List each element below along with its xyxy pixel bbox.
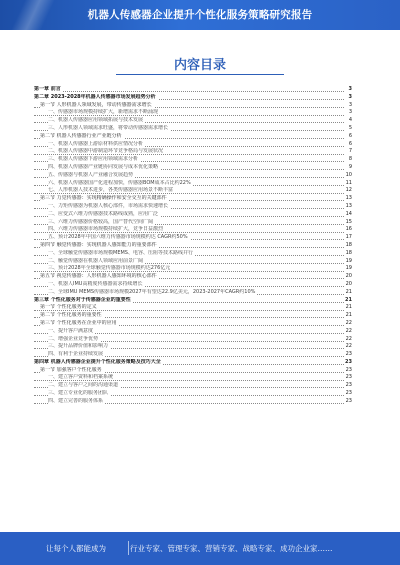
toc-entry-page: 3 (348, 101, 352, 108)
toc-entry[interactable] (34, 320, 352, 328)
toc-entry[interactable] (34, 133, 352, 141)
toc-entry-page: 21 (345, 304, 352, 311)
toc-entry-page: 11 (345, 179, 352, 186)
footer-slogan: 行业专家、管理专家、营销专家、战略专家、成功企业家…… (130, 544, 333, 553)
toc-entry-page: 22 (345, 335, 352, 342)
toc-entry[interactable] (34, 390, 352, 398)
report-title: 机器人传感器企业提升个性化服务策略研究报告 (87, 9, 313, 21)
toc-entry-label: 第一节 加强客户个性化服务 (40, 366, 102, 373)
table-of-contents (34, 86, 352, 406)
toc-entry[interactable] (34, 234, 352, 242)
toc-entry-label: 第二节 个性化服务的重要性 (40, 312, 102, 319)
toc-entry[interactable] (34, 172, 352, 180)
toc-entry[interactable] (34, 351, 352, 359)
toc-entry[interactable] (34, 195, 352, 203)
toc-entry-page: 23 (345, 397, 352, 404)
toc-entry-label: 第一节 人形机器人领域发展，带动传感器需求增长 (40, 101, 152, 108)
toc-entry[interactable] (34, 304, 352, 312)
toc-entry[interactable] (34, 258, 352, 266)
toc-entry-page: 23 (345, 382, 352, 389)
toc-entry-page: 23 (345, 374, 352, 381)
toc-entry-page: 3 (348, 109, 352, 116)
toc-entry-label: 六、机器人传感器国产化进程加快，传感器BOM成本占比约22% (48, 179, 191, 186)
toc-entry-page: 3 (348, 86, 352, 92)
toc-entry-page: 15 (345, 218, 352, 225)
toc-entry-page: 22 (345, 319, 352, 326)
toc-entry[interactable] (34, 117, 352, 125)
toc-entry-label: 一、全球触觉传感器市场规模MEMS、电容、压阻等技术路线并行 (48, 249, 193, 256)
toc-entry-page: 19 (345, 265, 352, 272)
toc-entry[interactable] (34, 273, 352, 281)
toc-entry-label: 第三节 个性化服务在企业中的应用 (40, 319, 117, 326)
header-banner (0, 0, 400, 30)
toc-entry[interactable] (34, 250, 352, 258)
toc-entry-label: 三、机器人传感器下游应用领域需求分析 (48, 156, 139, 163)
toc-entry[interactable] (34, 180, 352, 188)
toc-entry-label: 一、建立客户资料和档案系统 (48, 374, 114, 381)
toc-entry[interactable] (34, 211, 352, 219)
toc-entry-page: 4 (348, 117, 352, 124)
footer-brand-text: 让每个人都能成为 (46, 544, 106, 553)
toc-entry-page: 13 (345, 195, 352, 202)
toc-entry-page: 23 (345, 366, 352, 373)
toc-entry-label: 二、增强企业竞争优势 (48, 335, 99, 342)
toc-entry-label: 第四章 机器人传感器企业提升个性化服务策略及技巧大全 (34, 358, 161, 365)
toc-entry[interactable] (34, 242, 352, 250)
toc-entry[interactable] (34, 164, 352, 172)
toc-entry[interactable] (34, 359, 352, 367)
toc-entry-label: 第一节 个性化服务的定义 (40, 304, 97, 311)
toc-entry-label: 一、提升客户满意度 (48, 327, 94, 334)
toc-entry[interactable] (34, 219, 352, 227)
toc-entry-label: 三、建立专业化的服务团队 (48, 390, 109, 397)
toc-entry-label: 四、建立完善的服务体系 (48, 397, 104, 404)
toc-entry[interactable] (34, 226, 352, 234)
toc-entry-page: 13 (345, 202, 352, 209)
toc-entry-page: 18 (345, 249, 352, 256)
toc-entry-page: 16 (345, 226, 352, 233)
toc-entry-label: 二、触觉传感器在机器人领域应用前景广阔 (48, 257, 144, 264)
toc-entry[interactable] (34, 203, 352, 211)
toc-entry[interactable] (34, 94, 352, 102)
toc-entry-label: 二、机器人传感器应用领域拓展与技术发展 (48, 117, 144, 124)
toc-entry[interactable] (34, 141, 352, 149)
toc-entry[interactable] (34, 289, 352, 297)
toc-entry-page: 17 (345, 234, 352, 241)
toc-entry[interactable] (34, 102, 352, 110)
toc-entry-page: 23 (345, 390, 352, 397)
toc-entry-label: 五、传感器与机器人产业融合发展趋势 (48, 171, 134, 178)
toc-entry-page: 23 (345, 358, 352, 365)
footer-banner (0, 532, 400, 565)
toc-entry-label: 三、六维力传感器价格较高，国产替代空间广阔 (48, 218, 154, 225)
toc-entry-page: 21 (345, 288, 352, 295)
toc-entry[interactable] (34, 398, 352, 406)
toc-heading: 内容目录 (173, 58, 226, 73)
toc-entry-page: 21 (345, 296, 352, 303)
toc-entry-label: 一、机器人传感器上游原材料供应情况分析 (48, 140, 144, 147)
toc-entry[interactable] (34, 374, 352, 382)
toc-entry-page: 22 (345, 343, 352, 350)
toc-entry-page: 22 (345, 327, 352, 334)
toc-entry-page: 20 (345, 280, 352, 287)
toc-entry-label: 二、机器人传感器中游制造环节竞争格局与发展状况 (48, 148, 164, 155)
toc-entry[interactable] (34, 281, 352, 289)
toc-entry[interactable] (34, 148, 352, 156)
toc-entry-label: 四、六维力传感器市场规模持续扩大，竞争日益激烈 (48, 226, 164, 233)
toc-heading-underline (116, 74, 284, 75)
toc-entry-page: 9 (348, 163, 352, 170)
toc-entry[interactable] (34, 336, 352, 344)
toc-entry-label: 三、人形机器人领域需求旺盛，将带动传感器需求增长 (48, 124, 169, 131)
toc-entry[interactable] (34, 265, 352, 273)
toc-entry[interactable] (34, 86, 352, 94)
toc-entry[interactable] (34, 187, 352, 195)
toc-entry-page: 7 (348, 148, 352, 155)
toc-entry-page: 12 (345, 187, 352, 194)
toc-entry-label: 第二章 2023-2028年机器人传感器市场发展趋势分析 (34, 93, 156, 100)
toc-entry-label: 四、有利于企业持续发展 (48, 351, 104, 358)
toc-entry-label: 第二节 机器人传感器行业产业链分析 (40, 132, 122, 139)
toc-entry-label: 第一章 前言 (34, 86, 61, 92)
toc-entry[interactable] (34, 382, 352, 390)
toc-entry[interactable] (34, 367, 352, 375)
toc-entry[interactable] (34, 109, 352, 117)
toc-entry-label: 一、力矩传感器为机器人核心部件，市场需求快速增长 (48, 202, 169, 209)
toc-entry-page: 19 (345, 257, 352, 264)
toc-entry[interactable] (34, 343, 352, 351)
toc-entry-page: 21 (345, 312, 352, 319)
toc-entry-label: 二、应变式六维力传感器技术路线成熟，应用广泛 (48, 210, 159, 217)
toc-entry-page: 3 (348, 93, 352, 100)
toc-entry-page: 23 (345, 351, 352, 358)
toc-entry-label: 二、全球IMU MEMS传感器市场规模2027年有望达22.9亿美元，2023-2027年CAGR约10% (48, 288, 256, 295)
toc-entry-page: 6 (348, 140, 352, 147)
toc-entry-page: 6 (348, 132, 352, 139)
toc-entry-page: 14 (345, 210, 352, 217)
toc-entry-label: 三、预计2028年全球触觉传感器市场规模约达276亿元 (48, 265, 171, 272)
toc-entry-label: 一、机器人IMU高精度传感器需求持续增长 (48, 280, 143, 287)
toc-entry[interactable] (34, 328, 352, 336)
toc-entry[interactable] (34, 312, 352, 320)
toc-entry-label: 四、机器人传感器产业链协同发展与成本优化策略 (48, 163, 159, 170)
toc-entry-page: 8 (348, 156, 352, 163)
toc-entry-page: 10 (345, 171, 352, 178)
toc-entry-label: 第五节 视觉传感器：人形机器人感知环境的核心部件 (40, 273, 157, 280)
toc-entry-label: 第四节 触觉传感器：实现机器人感知能力的重要部件 (40, 241, 157, 248)
toc-entry-label: 三、提升品牌价值和影响力 (48, 343, 109, 350)
toc-entry-page: 20 (345, 273, 352, 280)
toc-leader-dots (34, 91, 344, 92)
toc-entry-label: 七、人形机器人技术进步，各类传感器应用场景不断丰富 (48, 187, 174, 194)
toc-entry[interactable] (34, 156, 352, 164)
toc-entry[interactable] (34, 125, 352, 133)
footer-divider (128, 541, 129, 555)
toc-entry-label: 五、预计2028年中国六维力传感器市场规模约达 CAGR约50% (48, 234, 188, 241)
toc-entry-page: 18 (345, 241, 352, 248)
toc-entry-label: 第三章 个性化服务对于传感器企业的重要性 (34, 296, 131, 303)
toc-entry[interactable] (34, 297, 352, 305)
toc-entry-label: 一、传感器市场规模持续扩大，新增需求不断涌现 (48, 109, 159, 116)
toc-entry-label: 第三节 力觉传感器：实现精确操作和安全交互的关键部件 (40, 195, 167, 202)
toc-entry-page: 5 (348, 124, 352, 131)
toc-entry-label: 二、建立与客户之间的沟通渠道 (48, 382, 119, 389)
